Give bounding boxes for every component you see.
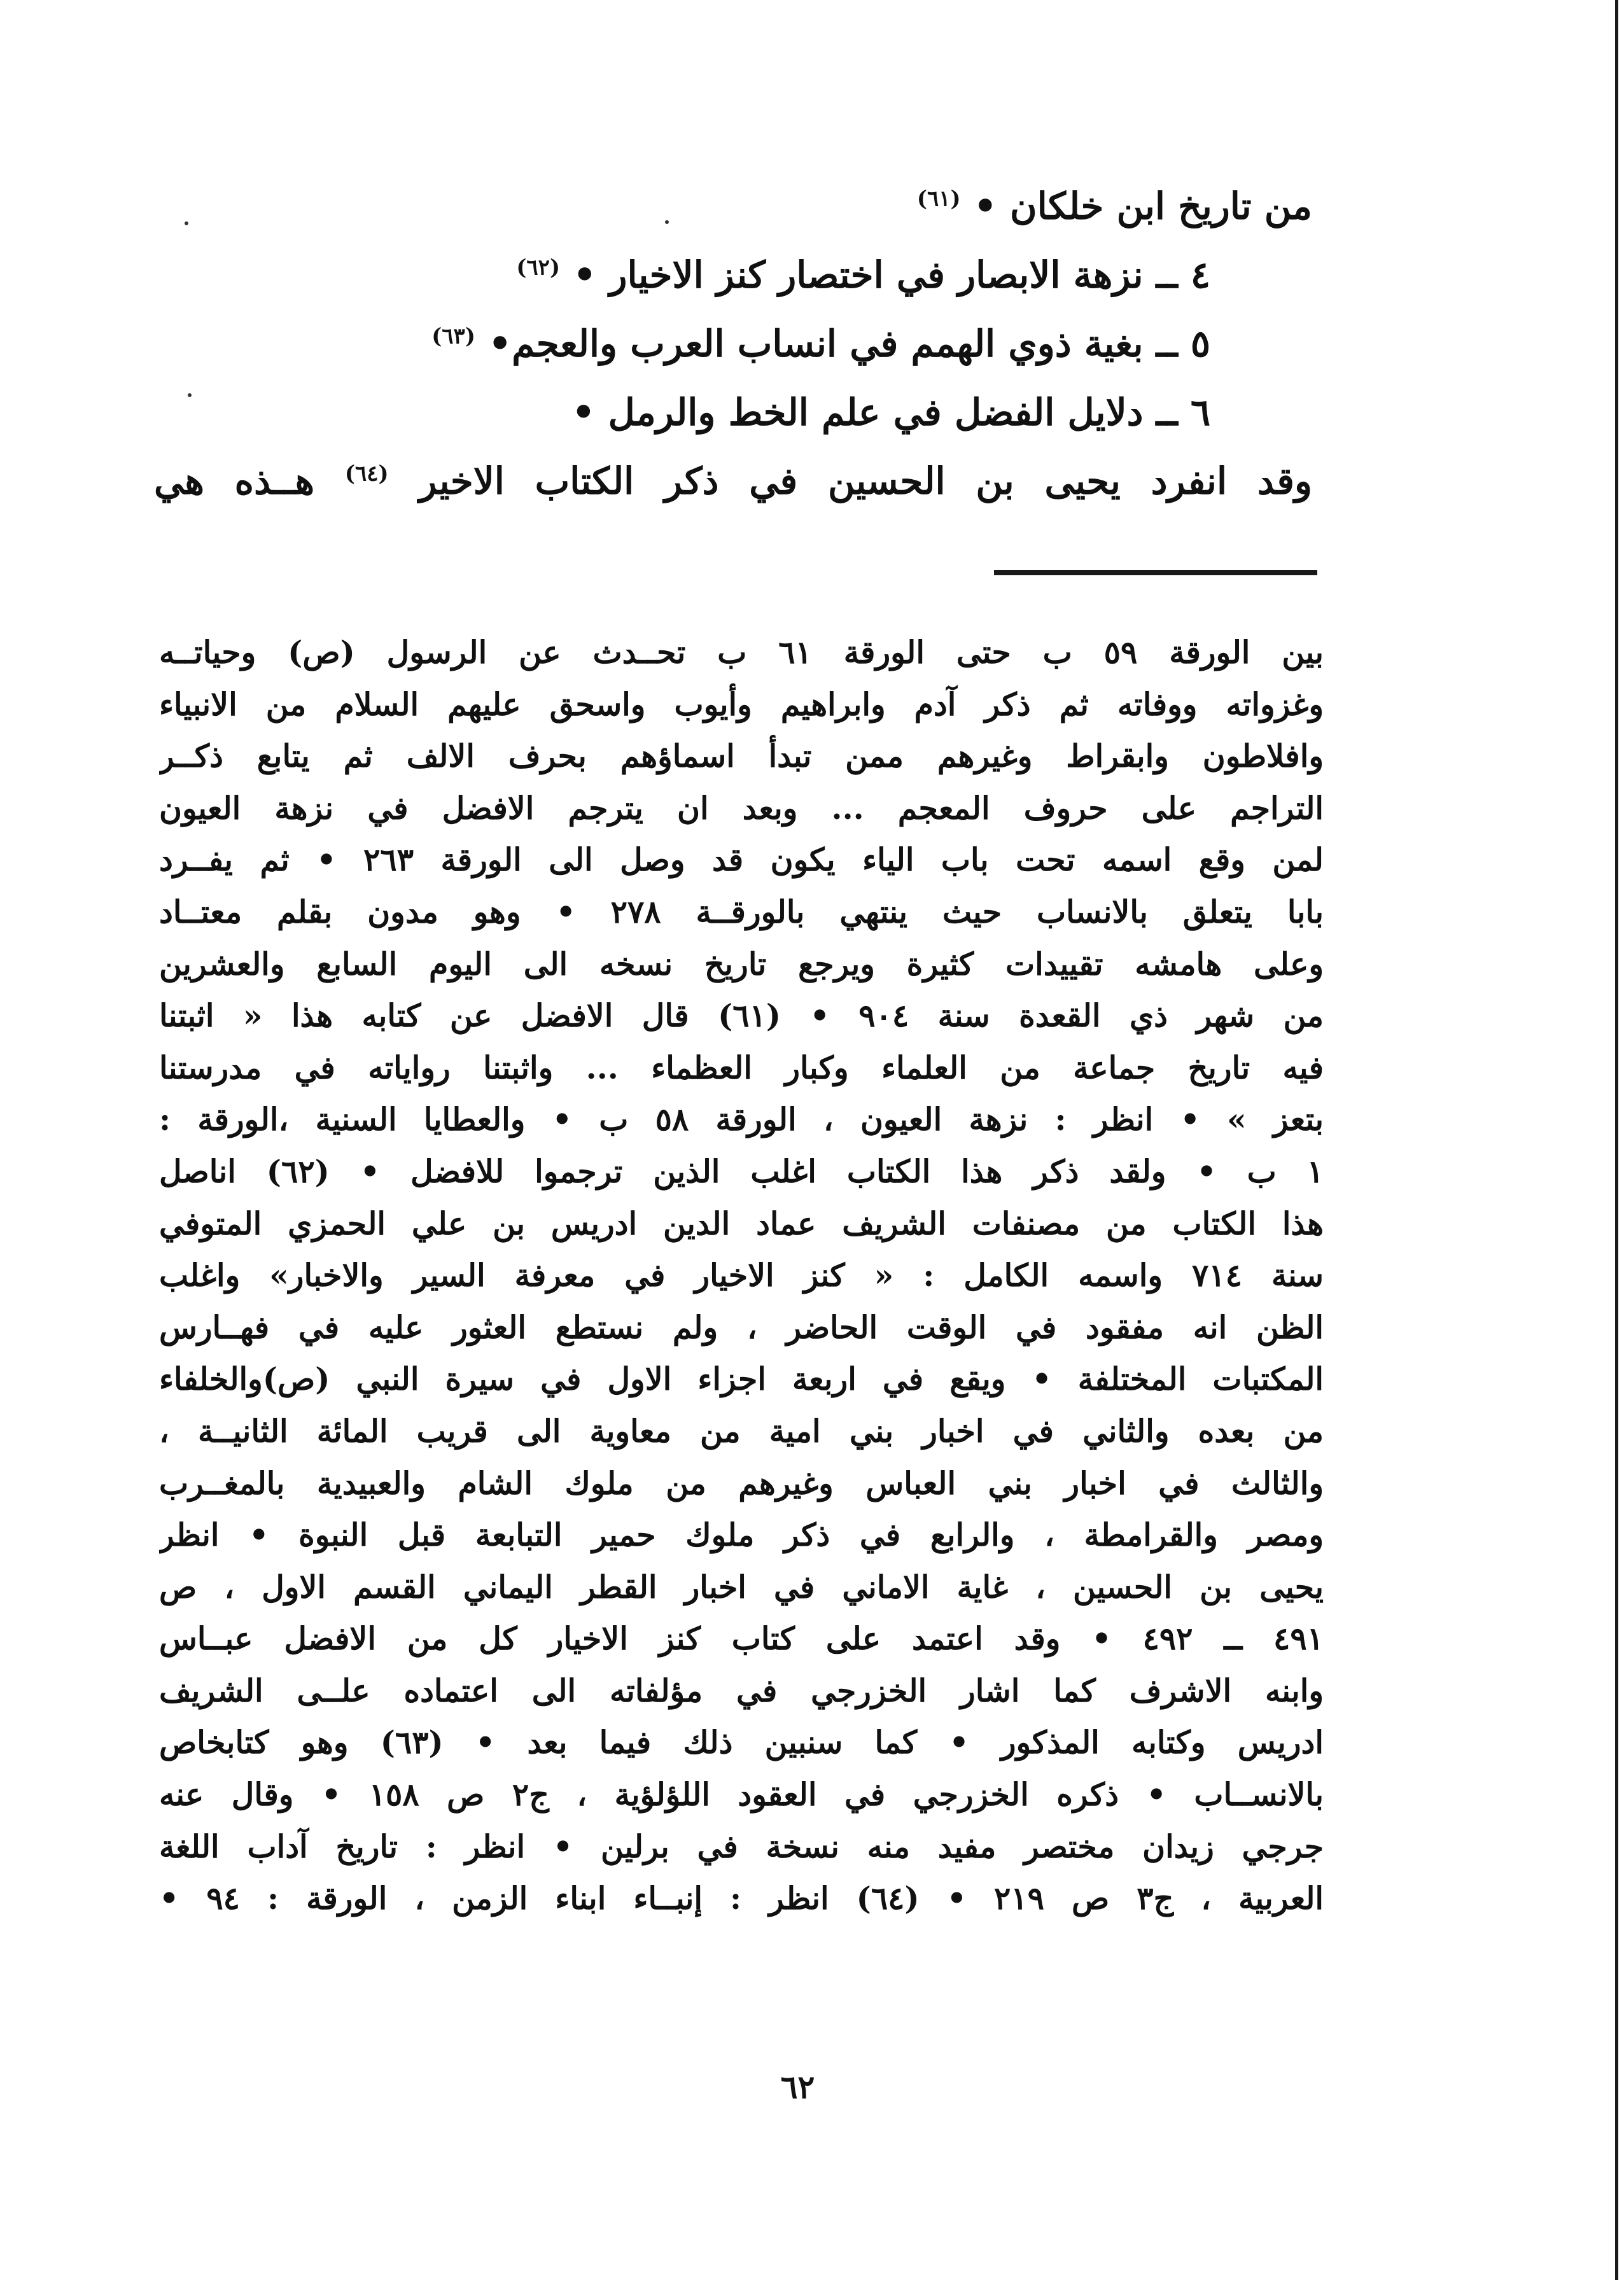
main-text-block (154, 172, 1312, 515)
scan-edge-line (1615, 0, 1618, 2280)
footnote-line: فيه تاريخ جماعة من العلماء وكبار العظماء ... واثبتنا رواياته في مدرستنا (159, 1049, 1324, 1086)
footnote-line: وعلى هامشه تقييدات كثيرة ويرجع تاريخ نسخه الى اليوم السابع والعشرين (159, 945, 1324, 983)
footnote-line: من بعده والثاني في اخبار بني امية من معاوية الى قريب المائة الثانيــة ، (159, 1412, 1324, 1450)
footnote-line: وافلاطون وابقراط وغيرهم ممن تبدأ اسماؤهم بحرف الالف ثم يتابع ذكــر (159, 738, 1324, 775)
footnote-line: التراجم على حروف المعجم ... وبعد ان يترجم الافضل في نزهة العيون (159, 789, 1324, 827)
footnote-line: بابا يتعلق بالانساب حيث ينتهي بالورقــة ٢٧٨ • وهو مدون بقلم معتــاد (159, 893, 1324, 930)
footnote-line: بتعز » • انظر : نزهة العيون ، الورقة ٥٨ ب • والعطايا السنية ،الورقة : (159, 1101, 1324, 1138)
footnote-line: ١ ب • ولقد ذكر هذا الكتاب اغلب الذين ترجموا للافضل • (٦٢) اناصل (159, 1152, 1324, 1190)
footnote-line: المكتبات المختلفة • ويقع في اربعة اجزاء الاول في سيرة النبي (ص)والخلفاء (159, 1360, 1324, 1398)
footnote-line: سنة ٧١٤ واسمه الكامل : « كنز الاخيار في معرفة السير والاخبار» واغلب (159, 1257, 1324, 1294)
footnote-separator (994, 570, 1317, 575)
page-number: ٦٢ (780, 2068, 815, 2106)
footnote-line: بالانســاب • ذكره الخزرجي في العقود اللؤلؤية ، ج٢ ص ١٥٨ • وقال عنه (159, 1776, 1324, 1814)
footnote-line: ٤٩١ ــ ٤٩٢ • وقد اعتمد على كتاب كنز الاخيار كل من الافضل عبــاس (159, 1620, 1324, 1658)
footnote-line: بين الورقة ٥٩ ب حتى الورقة ٦١ ب تحــدث عن الرسول (ص) وحياتــه (159, 634, 1324, 671)
footnote-line: لمن وقع اسمه تحت باب الياء يكون قد وصل الى الورقة ٢٦٣ • ثم يفــرد (159, 841, 1324, 879)
footnote-line: ادريس وكتابه المذكور • كما سنبين ذلك فيما بعد • (٦٣) وهو كتابخاص (159, 1724, 1324, 1761)
footnote-line: هذا الكتاب من مصنفات الشريف عماد الدين ادريس بن علي الحمزي المتوفي (159, 1205, 1324, 1242)
footnote-line: وغزواته ووفاته ثم ذكر آدم وابراهيم وأيوب واسحق عليهم السلام من الانبياء (159, 685, 1324, 723)
footnote-line: العربية ، ج٣ ص ٢١٩ • (٦٤) انظر : إنبــاء ابناء الزمن ، الورقة : ٩٤ • (159, 1880, 1324, 1917)
main-text-line: من تاريخ ابن خلكان • $^{(٦١)}$ (916, 185, 1312, 228)
main-text-line: وقد انفرد يحيى بن الحسين في ذكر الكتاب الاخير $^{(٦٤)}$ هــذه هي (154, 459, 1312, 503)
main-text-line: ٥ ــ بغية ذوي الهمم في انساب العرب والعجم• $^{(٦٣)}$ (431, 322, 1210, 365)
footnote-line: والثالث في اخبار بني العباس وغيرهم من ملوك الشام والعبيدية بالمغــرب (159, 1464, 1324, 1502)
footnote-line: يحيى بن الحسين ، غاية الاماني في اخبار القطر اليماني القسم الاول ، ص (159, 1568, 1324, 1605)
footnotes-block (159, 627, 1324, 1925)
footnote-line: جرجي زيدان مختصر مفيد منه نسخة في برلين • انظر : تاريخ آداب اللغة (159, 1828, 1324, 1865)
main-text-line: ٤ ــ نزهة الابصار في اختصار كنز الاخيار • $^{(٦٢)}$ (516, 253, 1210, 297)
footnote-line: الظن انه مفقود في الوقت الحاضر ، ولم نستطع العثور عليه في فهــارس (159, 1308, 1324, 1346)
main-text-line: ٦ ــ دلايل الفضل في علم الخط والرمل • (571, 391, 1210, 434)
footnote-line: وابنه الاشرف كما اشار الخزرجي في مؤلفاته الى اعتماده علــى الشريف (159, 1672, 1324, 1709)
footnote-line: من شهر ذي القعدة سنة ٩٠٤ • (٦١) قال الافضل عن كتابه هذا « اثبتنا (159, 997, 1324, 1035)
footnote-line: ومصر والقرامطة ، والرابع في ذكر ملوك حمير التبابعة قبل النبوة • انظر (159, 1516, 1324, 1554)
